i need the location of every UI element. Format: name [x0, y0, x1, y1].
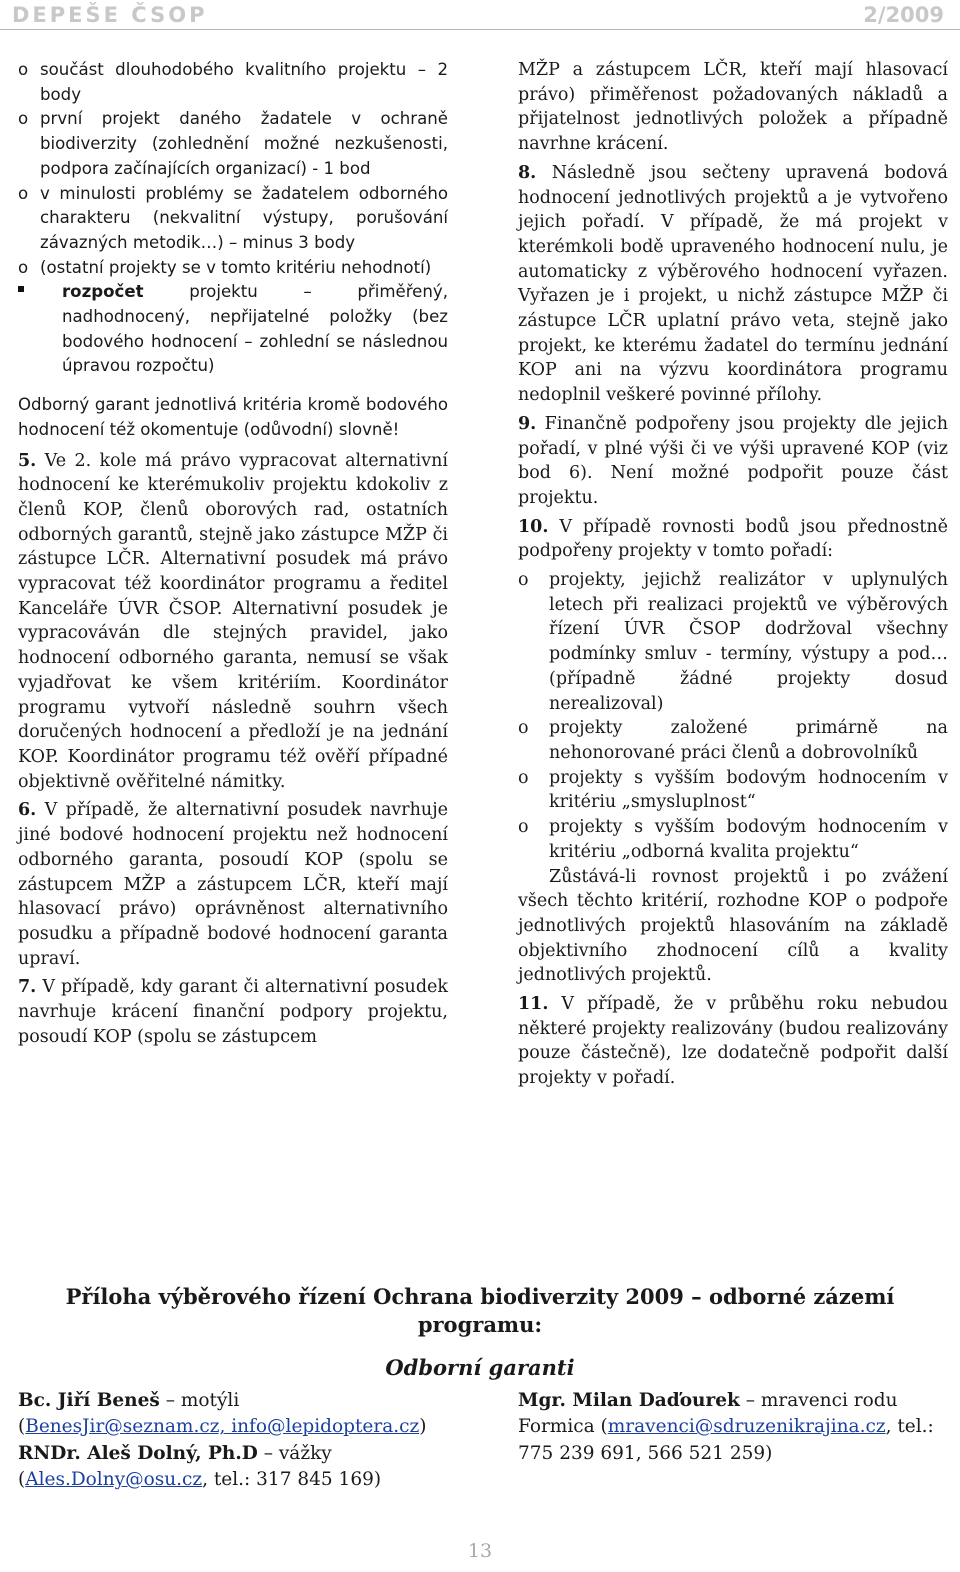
paragraph-number: 9.	[518, 413, 537, 434]
header-rule	[0, 29, 960, 30]
list-item-text: součást dlouhodobého kvalitního projektu – 2 body	[40, 60, 448, 104]
list-item-text: (ostatní projekty se v tomto kritériu nehodnotí)	[40, 257, 432, 277]
paragraph-8: 8. Následně jsou sečteny upravená bodová hodnocení jednotlivých projektů a je vytvořeno jejich pořadí. V případě, že má projekt v kterémkoli bodě upraveného hodnocení nulu, je automaticky z výběrového hodnocení vyřazen. Vyřazen je i projekt, u nichž zástupce MŽP či zástupce LČR uplatní právo veta, stejně jako projekt, ke kterému žadatel do termínu jednání KOP ani na výzvu koordinátora programu nedoplnil veškeré povinné přílohy.	[518, 162, 948, 406]
garant-name: Mgr. Milan Daďourek	[518, 1390, 740, 1411]
right-column	[518, 58, 948, 1091]
list-item-text: projekty s vyšším bodovým hodnocením v kritériu „smysluplnost“	[549, 767, 948, 813]
email-link[interactable]: Ales.Dolny@osu.cz	[25, 1468, 203, 1490]
paragraph-number: 8.	[518, 162, 537, 183]
list-item	[18, 182, 448, 256]
paragraph-7-continued: MŽP a zástupcem LČR, kteří mají hlasovací právo) přiměřenost požadovaných nákladů a přijatelnost jednotlivých položek a případně navrhne krácení.	[518, 60, 948, 155]
paragraph-number: 5.	[18, 450, 37, 471]
list-item-text: projekty založené primárně na nehonorované práci členů a dobrovolníků	[549, 718, 948, 763]
bullet-marker: o	[18, 257, 29, 277]
list-item	[18, 256, 448, 281]
garant-entry: Bc. Jiří Beneš – motýli (BenesJir@seznam.cz, info@lepidoptera.cz)	[18, 1390, 427, 1438]
paragraph-number: 7.	[18, 977, 37, 998]
paragraph-number: 11.	[518, 994, 549, 1015]
bullet-marker: o	[518, 570, 529, 591]
list-item	[18, 58, 448, 107]
square-bullet	[18, 280, 62, 304]
budget-text: projektu – přiměřený, nadhodnocený, nepřijatelné položky (bez bodového hodnocení – zohlední se následnou úpravou rozpočtu)	[62, 282, 448, 376]
paragraph-9: 9. Finančně podpořeny jsou projekty dle jejich pořadí, v plné výši či ve výši upravené KOP (viz bod 6). Není možné podpořit pouze část projektu.	[518, 413, 948, 508]
page-number: 13	[467, 1540, 493, 1562]
paragraph-number: 6.	[18, 800, 37, 821]
bullet-marker: o	[18, 109, 29, 129]
garant-entry: Mgr. Milan Daďourek – mravenci rodu Formica (mravenci@sdruzenikrajina.cz, tel.: 775 239 691, 566 521 259)	[518, 1390, 934, 1464]
bullet-marker: o	[518, 767, 529, 788]
garant-name: RNDr. Aleš Dolný, Ph.D	[18, 1442, 258, 1464]
budget-label: rozpočet	[62, 282, 144, 302]
list-item	[518, 815, 948, 864]
email-link[interactable]: mravenci@sdruzenikrajina.cz	[607, 1416, 886, 1438]
bullet-marker: o	[518, 718, 529, 739]
issue-number: 2/2009	[863, 3, 944, 27]
garants-right	[518, 1388, 948, 1467]
appendix-title: Příloha výběrového řízení Ochrana biodiverzity 2009 – odborné zázemí programu:	[65, 1284, 895, 1337]
paragraph-11: 11. V případě, že v průběhu roku nebudou některé projekty realizovány (budou realizovány pouze částečně), lze dodatečně podpořit další projekty v pořadí.	[518, 994, 948, 1089]
paragraph-6: 6. V případě, že alternativní posudek navrhuje jiné bodové hodnocení projektu než hodnocení odborného garanta, posoudí KOP (spolu se zástupcem MŽP a zástupcem LČR, kteří mají hlasovací právo) oprávněnost alternativního posudku a případně bodové hodnocení garanta upraví.	[18, 800, 448, 969]
garant-entry: RNDr. Aleš Dolný, Ph.D – vážky (Ales.Dolny@osu.cz, tel.: 317 845 169)	[18, 1442, 382, 1490]
list-item	[18, 107, 448, 181]
appendix-subtitle: Odborní garanti	[385, 1355, 575, 1380]
garant-note: Odborný garant jednotlivá kritéria kromě bodového hodnocení též okomentuje (odůvodní) slovně!	[18, 395, 448, 439]
list-item	[518, 716, 948, 765]
paragraph-5: 5. Ve 2. kole má právo vypracovat alternativní hodnocení ke kterémukoliv projektu kdokoliv z členů KOP, členů oborových rad, ostatních odborných garantů, stejně jako zástupce MŽP či zástupce LČR. Alternativní posudek má právo vypracovat též koordinátor programu a ředitel Kanceláře ÚVR ČSOP. Alternativní posudek je vypracováván dle stejných pravidel, jako hodnocení odborného garanta, nemusí se však vyjadřovat ke všem kritériím. Koordinátor programu vytvoří následně souhrn všech doručených hodnocení a předloží je na jednání KOP. Koordinátor programu též ověří případné objektivně ověřitelné námitky.	[18, 450, 448, 792]
list-item	[518, 766, 948, 815]
list-item-text: v minulosti problémy se žadatelem odborného charakteru (nekvalitní výstupy, porušování závazných metodik…) – minus 3 body	[40, 183, 448, 252]
bullet-marker: o	[18, 60, 29, 79]
list-item	[518, 568, 948, 716]
paragraph-number: 10.	[518, 516, 549, 537]
paragraph-10: 10. V případě rovnosti bodů jsou přednostně podpořeny projekty v tomto pořadí:	[518, 516, 948, 562]
bullet-marker: o	[518, 817, 529, 838]
paragraph-7: 7. V případě, kdy garant či alternativní posudek navrhuje krácení finanční podpory projektu, posoudí KOP (spolu se zástupcem	[18, 977, 448, 1047]
garants-left	[18, 1388, 468, 1493]
page-header	[0, 0, 960, 30]
email-link[interactable]: BenesJir@seznam.cz, info@lepidoptera.cz	[25, 1416, 420, 1438]
bullet-marker: o	[18, 183, 29, 203]
left-column	[18, 58, 448, 1049]
garant-name: Bc. Jiří Beneš	[18, 1390, 160, 1411]
budget-criterion	[18, 280, 448, 379]
list-item-text: projekty s vyšším bodovým hodnocením v kritériu „odborná kvalita projektu“	[549, 817, 948, 862]
journal-title: DEPEŠE ČSOP	[12, 3, 208, 27]
tie-break-paragraph: Zůstává-li rovnost projektů i po zvážení všech těchto kritérií, rozhodne KOP o podpoře jednotlivých projektů hlasováním na základě objektivního zhodnocení cílů a kvality jednotlivých projektů.	[518, 866, 948, 986]
list-item-text: projekty, jejichž realizátor v uplynulých letech při realizaci projektů ve výběrových řízení ÚVR ČSOP dodržoval všechny podmínky smluv - termíny, výstupy a pod…(případně žádné projekty dosud nerealizoval)	[549, 570, 948, 714]
list-item-text: první projekt daného žadatele v ochraně biodiverzity (zohlednění možné nezkušenosti, podpora začínajících organizací) - 1 bod	[40, 109, 448, 178]
